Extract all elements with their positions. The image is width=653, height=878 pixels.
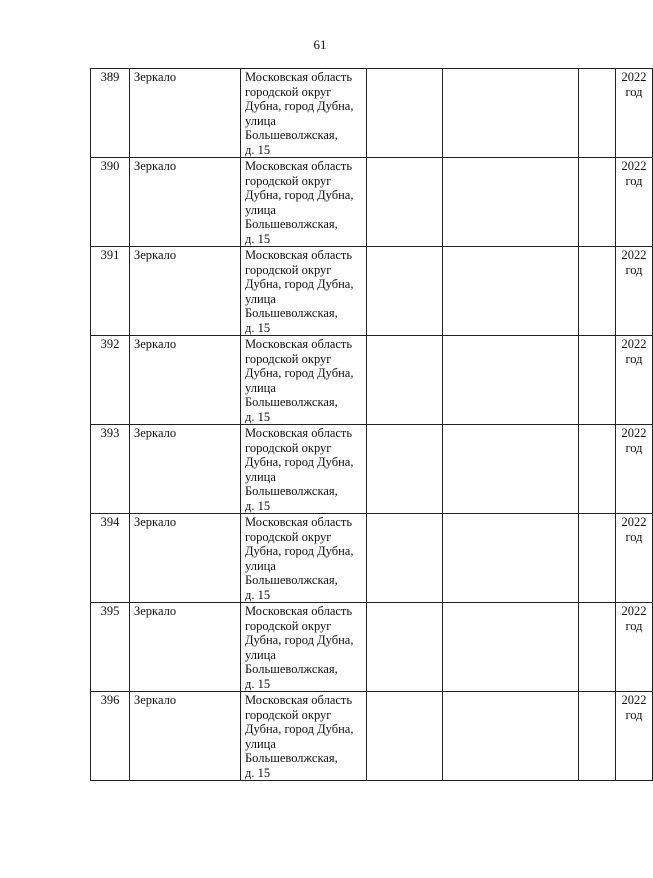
address-line: городской округ (245, 84, 332, 99)
address-line: городской округ (245, 262, 332, 277)
address-line: Московская область (245, 604, 353, 618)
address-line: Большеволжская, (245, 306, 338, 320)
address-line: Дубна, город Дубна, (245, 722, 354, 736)
year-line: год (625, 262, 643, 277)
empty-cell (579, 247, 616, 336)
row-number-cell: 391 (91, 247, 130, 336)
address-line: улица (245, 558, 276, 573)
address-line: Московская область (245, 337, 353, 351)
empty-cell (443, 158, 579, 247)
item-name-cell: Зеркало (130, 514, 241, 603)
empty-cell (443, 69, 579, 158)
row-number-cell: 394 (91, 514, 130, 603)
address-line: Московская область (245, 248, 353, 262)
table-row (91, 603, 653, 692)
address-line: городской округ (245, 440, 332, 455)
address-line: Дубна, город Дубна, (245, 277, 354, 291)
table-row (91, 692, 653, 781)
year-line: 2022 (621, 515, 647, 529)
year-line: год (625, 618, 643, 633)
year-cell (616, 69, 653, 158)
empty-cell (367, 425, 443, 514)
item-name-cell: Зеркало (130, 603, 241, 692)
address-cell (241, 425, 367, 514)
address-line: д. 15 (245, 409, 271, 424)
address-line: улица (245, 291, 276, 306)
address-line: улица (245, 380, 276, 395)
empty-cell (367, 692, 443, 781)
empty-cell (579, 69, 616, 158)
address-line: Дубна, город Дубна, (245, 633, 354, 647)
address-line: Московская область (245, 515, 353, 529)
address-line: городской округ (245, 707, 332, 722)
empty-cell (443, 514, 579, 603)
empty-cell (367, 603, 443, 692)
address-line: улица (245, 469, 276, 484)
address-line: Дубна, город Дубна, (245, 188, 354, 202)
year-line: год (625, 707, 643, 722)
year-line: 2022 (621, 426, 647, 440)
address-line: улица (245, 736, 276, 751)
year-line: год (625, 84, 643, 99)
empty-cell (579, 158, 616, 247)
table-row (91, 158, 653, 247)
year-cell (616, 158, 653, 247)
address-line: Дубна, город Дубна, (245, 99, 354, 113)
year-line: 2022 (621, 604, 647, 618)
address-line: д. 15 (245, 498, 271, 513)
empty-cell (367, 514, 443, 603)
year-line: год (625, 173, 643, 188)
item-name-cell: Зеркало (130, 158, 241, 247)
address-cell (241, 69, 367, 158)
year-cell (616, 692, 653, 781)
address-line: Московская область (245, 426, 353, 440)
address-line: Дубна, город Дубна, (245, 544, 354, 558)
empty-cell (579, 692, 616, 781)
year-cell (616, 603, 653, 692)
year-line: год (625, 529, 643, 544)
address-cell (241, 247, 367, 336)
address-line: улица (245, 113, 276, 128)
page-number: 61 (313, 37, 327, 52)
empty-cell (443, 336, 579, 425)
address-cell (241, 603, 367, 692)
table-row (91, 69, 653, 158)
address-cell (241, 692, 367, 781)
address-line: д. 15 (245, 231, 271, 246)
address-line: Московская область (245, 159, 353, 173)
empty-cell (443, 425, 579, 514)
table-row (91, 336, 653, 425)
address-cell (241, 336, 367, 425)
empty-cell (579, 336, 616, 425)
table-row (91, 247, 653, 336)
year-cell (616, 425, 653, 514)
address-line: городской округ (245, 173, 332, 188)
address-line: городской округ (245, 529, 332, 544)
address-line: Большеволжская, (245, 395, 338, 409)
address-cell (241, 158, 367, 247)
inventory-table (90, 68, 653, 781)
table-row (91, 425, 653, 514)
empty-cell (367, 69, 443, 158)
empty-cell (367, 336, 443, 425)
address-line: городской округ (245, 351, 332, 366)
year-line: 2022 (621, 248, 647, 262)
row-number-cell: 393 (91, 425, 130, 514)
empty-cell (443, 692, 579, 781)
address-line: Большеволжская, (245, 662, 338, 676)
address-line: Большеволжская, (245, 128, 338, 142)
year-line: 2022 (621, 693, 647, 707)
row-number-cell: 395 (91, 603, 130, 692)
address-line: Большеволжская, (245, 573, 338, 587)
table-row (91, 514, 653, 603)
table-body (91, 69, 653, 781)
item-name-cell: Зеркало (130, 69, 241, 158)
empty-cell (367, 158, 443, 247)
address-line: Большеволжская, (245, 484, 338, 498)
empty-cell (443, 603, 579, 692)
year-line: год (625, 440, 643, 455)
item-name-cell: Зеркало (130, 425, 241, 514)
empty-cell (579, 425, 616, 514)
address-line: Московская область (245, 70, 353, 84)
address-line: Дубна, город Дубна, (245, 366, 354, 380)
row-number-cell: 389 (91, 69, 130, 158)
empty-cell (367, 247, 443, 336)
year-line: 2022 (621, 337, 647, 351)
address-line: улица (245, 202, 276, 217)
empty-cell (579, 603, 616, 692)
address-line: д. 15 (245, 320, 271, 335)
address-line: Дубна, город Дубна, (245, 455, 354, 469)
row-number-cell: 396 (91, 692, 130, 781)
item-name-cell: Зеркало (130, 336, 241, 425)
year-line: 2022 (621, 70, 647, 84)
year-cell (616, 247, 653, 336)
address-line: Большеволжская, (245, 217, 338, 231)
address-line: улица (245, 647, 276, 662)
year-line: год (625, 351, 643, 366)
address-line: Большеволжская, (245, 751, 338, 765)
address-line: городской округ (245, 618, 332, 633)
year-line: 2022 (621, 159, 647, 173)
empty-cell (443, 247, 579, 336)
year-cell (616, 514, 653, 603)
row-number-cell: 392 (91, 336, 130, 425)
address-line: д. 15 (245, 765, 271, 780)
item-name-cell: Зеркало (130, 692, 241, 781)
address-line: Московская область (245, 693, 353, 707)
address-cell (241, 514, 367, 603)
address-line: д. 15 (245, 142, 271, 157)
empty-cell (579, 514, 616, 603)
year-cell (616, 336, 653, 425)
row-number-cell: 390 (91, 158, 130, 247)
address-line: д. 15 (245, 587, 271, 602)
item-name-cell: Зеркало (130, 247, 241, 336)
address-line: д. 15 (245, 676, 271, 691)
